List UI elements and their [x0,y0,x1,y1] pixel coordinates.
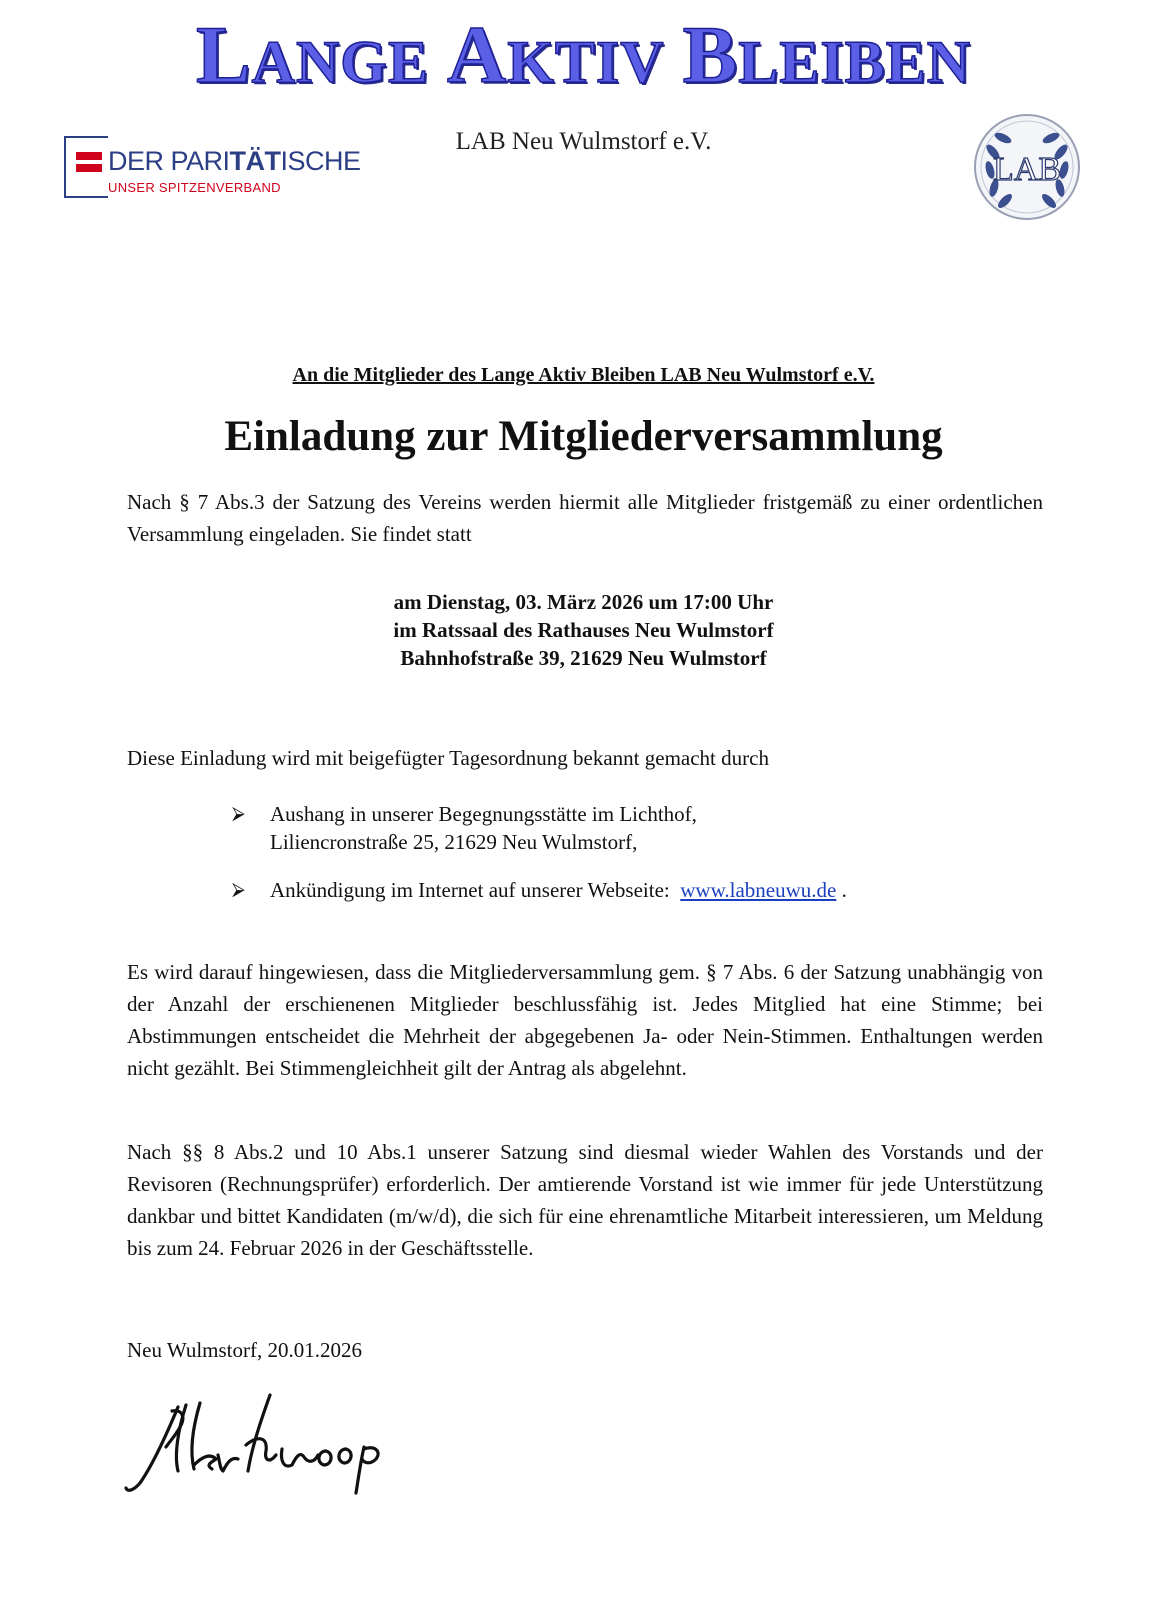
paritaetische-logo-frame [64,136,108,198]
list-item-website [232,876,992,906]
event-venue-line: im Ratssaal des Rathauses Neu Wulmstorf [393,618,774,642]
salutation: An die Mitglieder des Lange Aktiv Bleiben LAB Neu Wulmstorf e.V. [292,364,875,386]
list-item-line: Aushang in unserer Begegnungsstätte im Lichthof, [270,802,697,826]
paritaetische-logo-subtitle: UNSER SPITZENVERBAND [108,180,281,195]
lab-seal-text: LAB [993,151,1061,188]
quorum-paragraph: Es wird darauf hingewiesen, dass die Mitgliederversammlung gem. § 7 Abs. 6 der Satzung unabhängig von der Anzahl der erschienenen Mitglieder beschlussfähig ist. Jedes Mitglied hat eine Stimme; bei Abstimmungen entscheidet die Mehrheit der abgegebenen Ja- oder Nein-Stimmen. Enthaltungen werden nicht gezählt. Bei Stimmengleichheit gilt der Antrag als abgelehnt. [127,960,1043,1080]
masthead-word-2: AKTIV [447,9,665,100]
arrow-bullet-icon: ⮚ [232,879,245,900]
masthead-word-3: BLEIBEN [682,9,972,100]
page-title: Einladung zur Mitgliederversammlung [224,413,943,460]
intro-paragraph: Nach § 7 Abs.3 der Satzung des Vereins werden hiermit alle Mitglieder fristgemäß zu einer ordentlichen Versammlung eingeladen. Sie findet statt [127,490,1043,546]
event-details [0,588,1167,672]
list-item-punctuation: . [841,878,847,902]
organization-name: LAB Neu Wulmstorf e.V. [455,128,712,155]
masthead-title [0,9,1167,100]
place-date: Neu Wulmstorf, 20.01.2026 [127,1338,362,1362]
elections-paragraph: Nach §§ 8 Abs.2 und 10 Abs.1 unserer Satzung sind diesmal wieder Wahlen des Vorstands und der Revisoren (Rechnungsprüfer) erforderlich. Der amtierende Vorstand ist wie immer für jede Unterstützung dankbar und bittet Kandidaten (m/w/d), die sich für eine ehrenamtliche Mitarbeit interessieren, um Meldung bis zum 24. Februar 2026 in der Geschäftsstelle. [127,1140,1043,1260]
list-item-notice-board [232,800,932,860]
list-item-line: Liliencronstraße 25, 21629 Neu Wulmstorf, [270,830,638,854]
list-item-line: Ankündigung im Internet auf unserer Webseite: [270,878,670,902]
website-link[interactable]: www.labneuwu.de [680,878,837,902]
lab-seal-logo [972,112,1082,222]
masthead-word-1: LANGE [195,9,429,100]
paritaetische-logo [64,136,361,204]
event-address-line: Bahnhofstraße 39, 21629 Neu Wulmstorf [400,646,767,670]
paritaetische-logo-text: DER PARITÄTISCHE [108,146,361,176]
handwritten-signature [120,1385,400,1505]
event-date-line: am Dienstag, 03. März 2026 um 17:00 Uhr [393,590,774,614]
arrow-bullet-icon: ⮚ [232,803,245,824]
announcement-paragraph: Diese Einladung wird mit beigefügter Tagesordnung bekannt gemacht durch [127,746,769,770]
